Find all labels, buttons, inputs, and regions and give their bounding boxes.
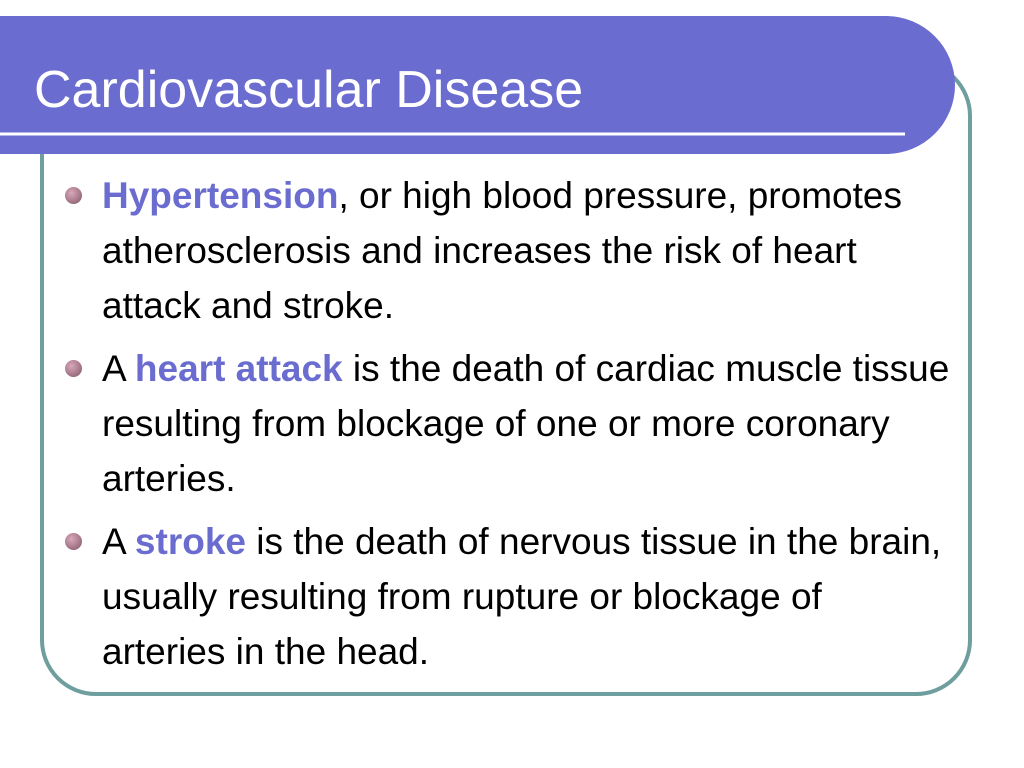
bullet-list	[60, 168, 950, 687]
term-heart-attack: heart attack	[134, 348, 343, 389]
title-bar	[0, 16, 955, 154]
round-bullet-icon	[65, 360, 82, 377]
term-hypertension: Hypertension	[102, 175, 339, 216]
bullet-item-hypertension	[60, 168, 950, 333]
bullet-text: is the death of cardiac muscle tissue resulting from blockage of one or more coronary arteries.	[102, 348, 950, 499]
bullet-text: , or high blood pressure, promotes atherosclerosis and increases the risk of heart attack and stroke.	[102, 175, 902, 326]
bullet-text: is the death of nervous tissue in the brain, usually resulting from rupture or blockage of arteries in the head.	[102, 521, 942, 672]
bullet-prefix: A	[102, 521, 135, 562]
round-bullet-icon	[65, 533, 82, 550]
round-bullet-icon	[65, 187, 82, 204]
bullet-item-stroke	[60, 514, 950, 679]
slide-title: Cardiovascular Disease	[34, 61, 584, 119]
bullet-item-heart-attack	[60, 341, 950, 506]
term-stroke: stroke	[134, 521, 246, 562]
bullet-prefix: A	[102, 348, 135, 389]
